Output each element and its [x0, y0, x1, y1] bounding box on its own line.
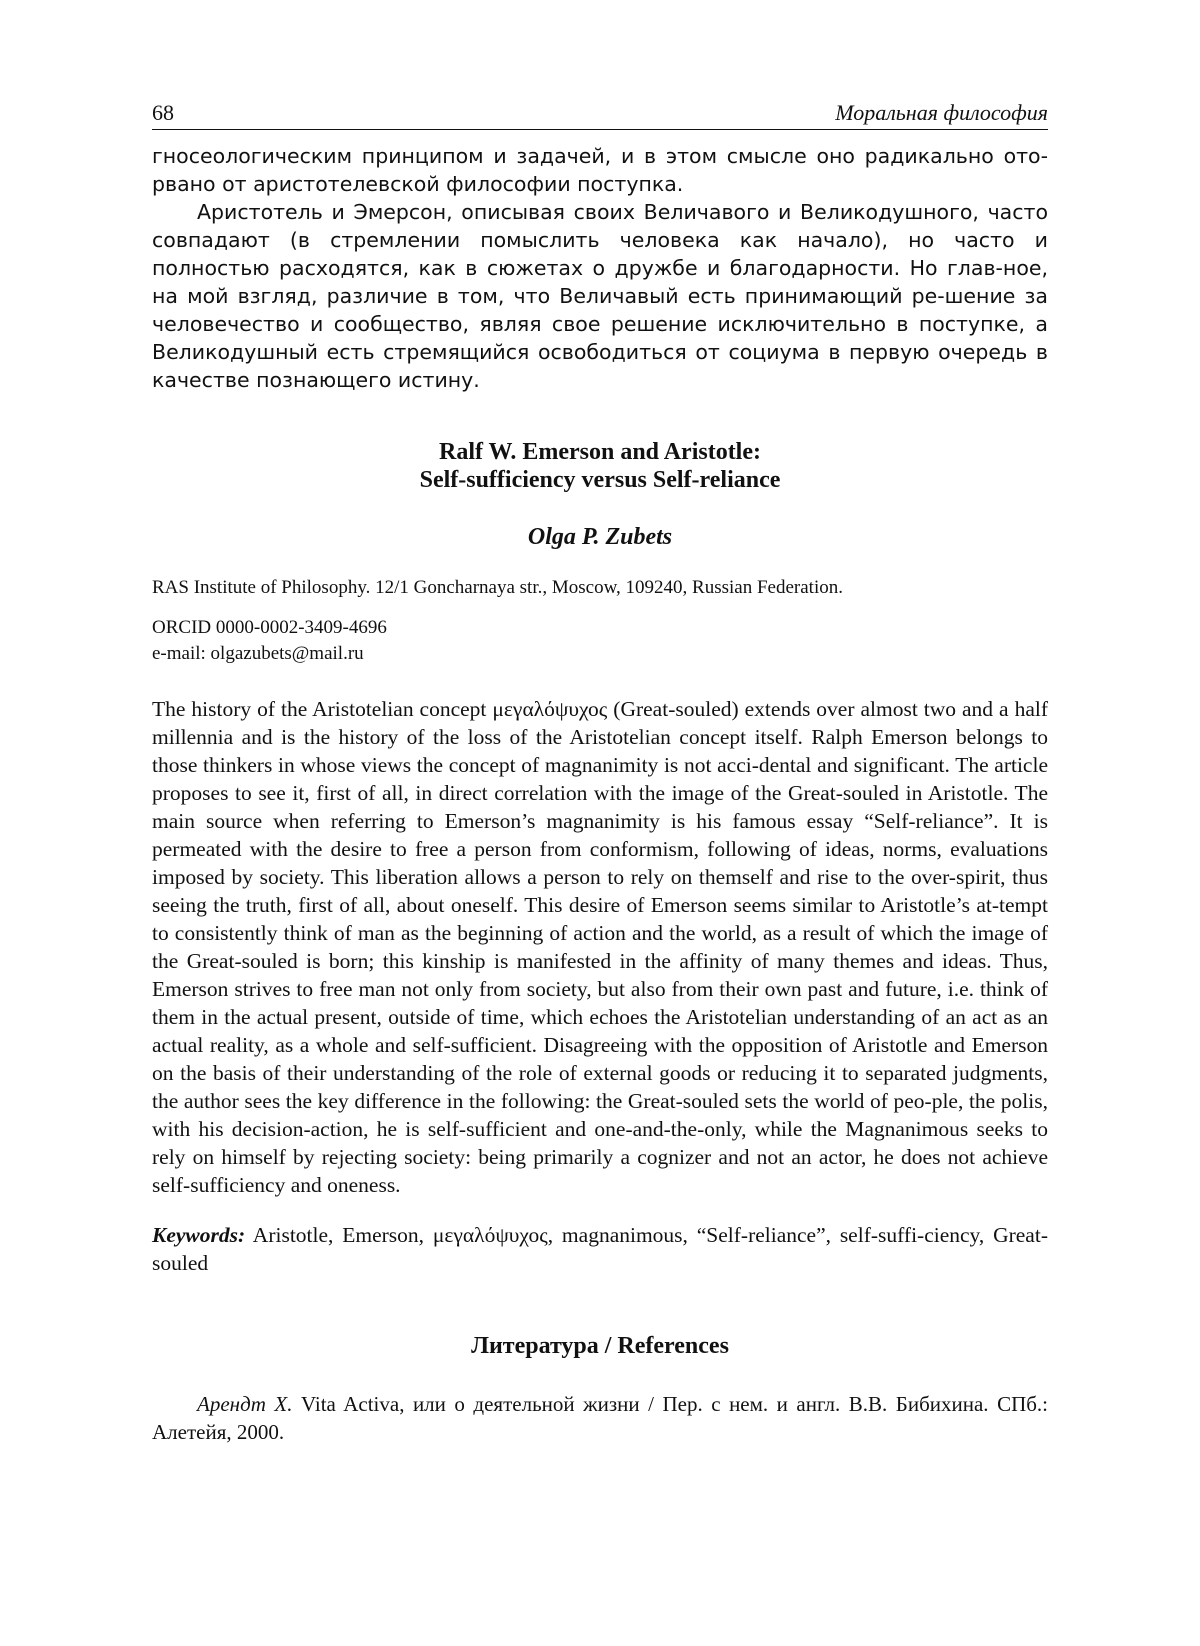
reference-item — [152, 1390, 1048, 1446]
abstract: The history of the Aristotelian concept μεγαλόψυχος (Great-souled) extends over almost two and a half millennia and is the history of the loss of the Aristotelian concept itself. Ralph Emerson belongs to those thinkers in whose views the concept of magnanimity is not acci-dental and significant. The article proposes to see it, first of all, in direct correlation with the image of the Great-souled in Aristotle. The main source when referring to Emerson’s magnanimity is his famous essay “Self-reliance”. It is permeated with the desire to free a person from conformism, following of ideas, norms, evaluations imposed by society. This liberation allows a person to rely on themself and rise to the over-spirit, thus seeing the truth, first of all, about oneself. This desire of Emerson seems similar to Aristotle’s at-tempt to consistently think of man as the beginning of action and the world, as a result of which the image of the Great-souled is born; this kinship is manifested in the affinity of many themes and ideas. Thus, Emerson strives to free man not only from society, but also from their own past and future, i.e. think of them in the actual present, outside of time, which echoes the Aristotelian understanding of an act as an actual reality, as a whole and self-sufficient. Disagreeing with the opposition of Aristotle and Emerson on the basis of their understanding of the role of external goods or reducing it to separated judgments, the author sees the key difference in the following: the Great-souled sets the world of peo-ple, the polis, with his decision-action, he is self-sufficient and one-and-the-only, while the Magnanimous seeks to rely on himself by rejecting society: being primarily a cognizer and not an actor, he does not achieve self-sufficiency and oneness. — [152, 697, 1048, 1197]
russian-paragraph-2: Аристотель и Эмерсон, описывая своих Величавого и Великодушного, часто совпадают (в стремлении помыслить человека как начало), но часто и полностью расходятся, как в сюжетах о дружбе и благодарности. Но глав-ное, на мой взгляд, различие в том, что Величавый есть принимающий ре-шение за человечество и сообщество, являя свое решение исключительно в поступке, а Великодушный есть стремящийся освободиться от социума в первую очередь в качестве познающего истину. — [152, 200, 1048, 392]
orcid: ORCID 0000-0002-3409-4696 — [152, 617, 387, 638]
author-identifiers — [152, 615, 1048, 667]
russian-paragraph-1: гносеологическим принципом и задачей, и в этом смысле оно радикально ото-рвано от аристотелевской философии поступка. — [152, 144, 1048, 196]
article-title — [152, 438, 1048, 494]
article-title-line-1: Ralf W. Emerson and Aristotle: — [438, 439, 761, 465]
author-affiliation: RAS Institute of Philosophy. 12/1 Goncharnaya str., Moscow, 109240, Russian Federation. — [152, 577, 843, 598]
article-title-line-2: Self-sufficiency versus Self-reliance — [419, 467, 781, 493]
running-header — [152, 100, 1048, 130]
keywords-list: Aristotle, Emerson, μεγαλόψυχος, magnanimous, “Self-reliance”, self-suffi-ciency, Great-souled — [152, 1222, 1048, 1275]
article-author: Olga P. Zubets — [527, 524, 673, 550]
reference-author: Арендт Х. — [197, 1391, 293, 1416]
section-title: Моральная философия — [835, 100, 1048, 125]
email: e-mail: olgazubets@mail.ru — [152, 643, 364, 664]
keywords-label: Keywords: — [152, 1222, 246, 1247]
journal-page — [152, 100, 1048, 1467]
keywords — [152, 1221, 1048, 1277]
reference-text: Vita Activa, или о деятельной жизни / Пер. с нем. и англ. В.В. Бибихина. СПб.: Алетейя, 2000. — [152, 1391, 1049, 1444]
references-heading: Литература / References — [471, 1332, 729, 1359]
page-number: 68 — [152, 100, 174, 125]
